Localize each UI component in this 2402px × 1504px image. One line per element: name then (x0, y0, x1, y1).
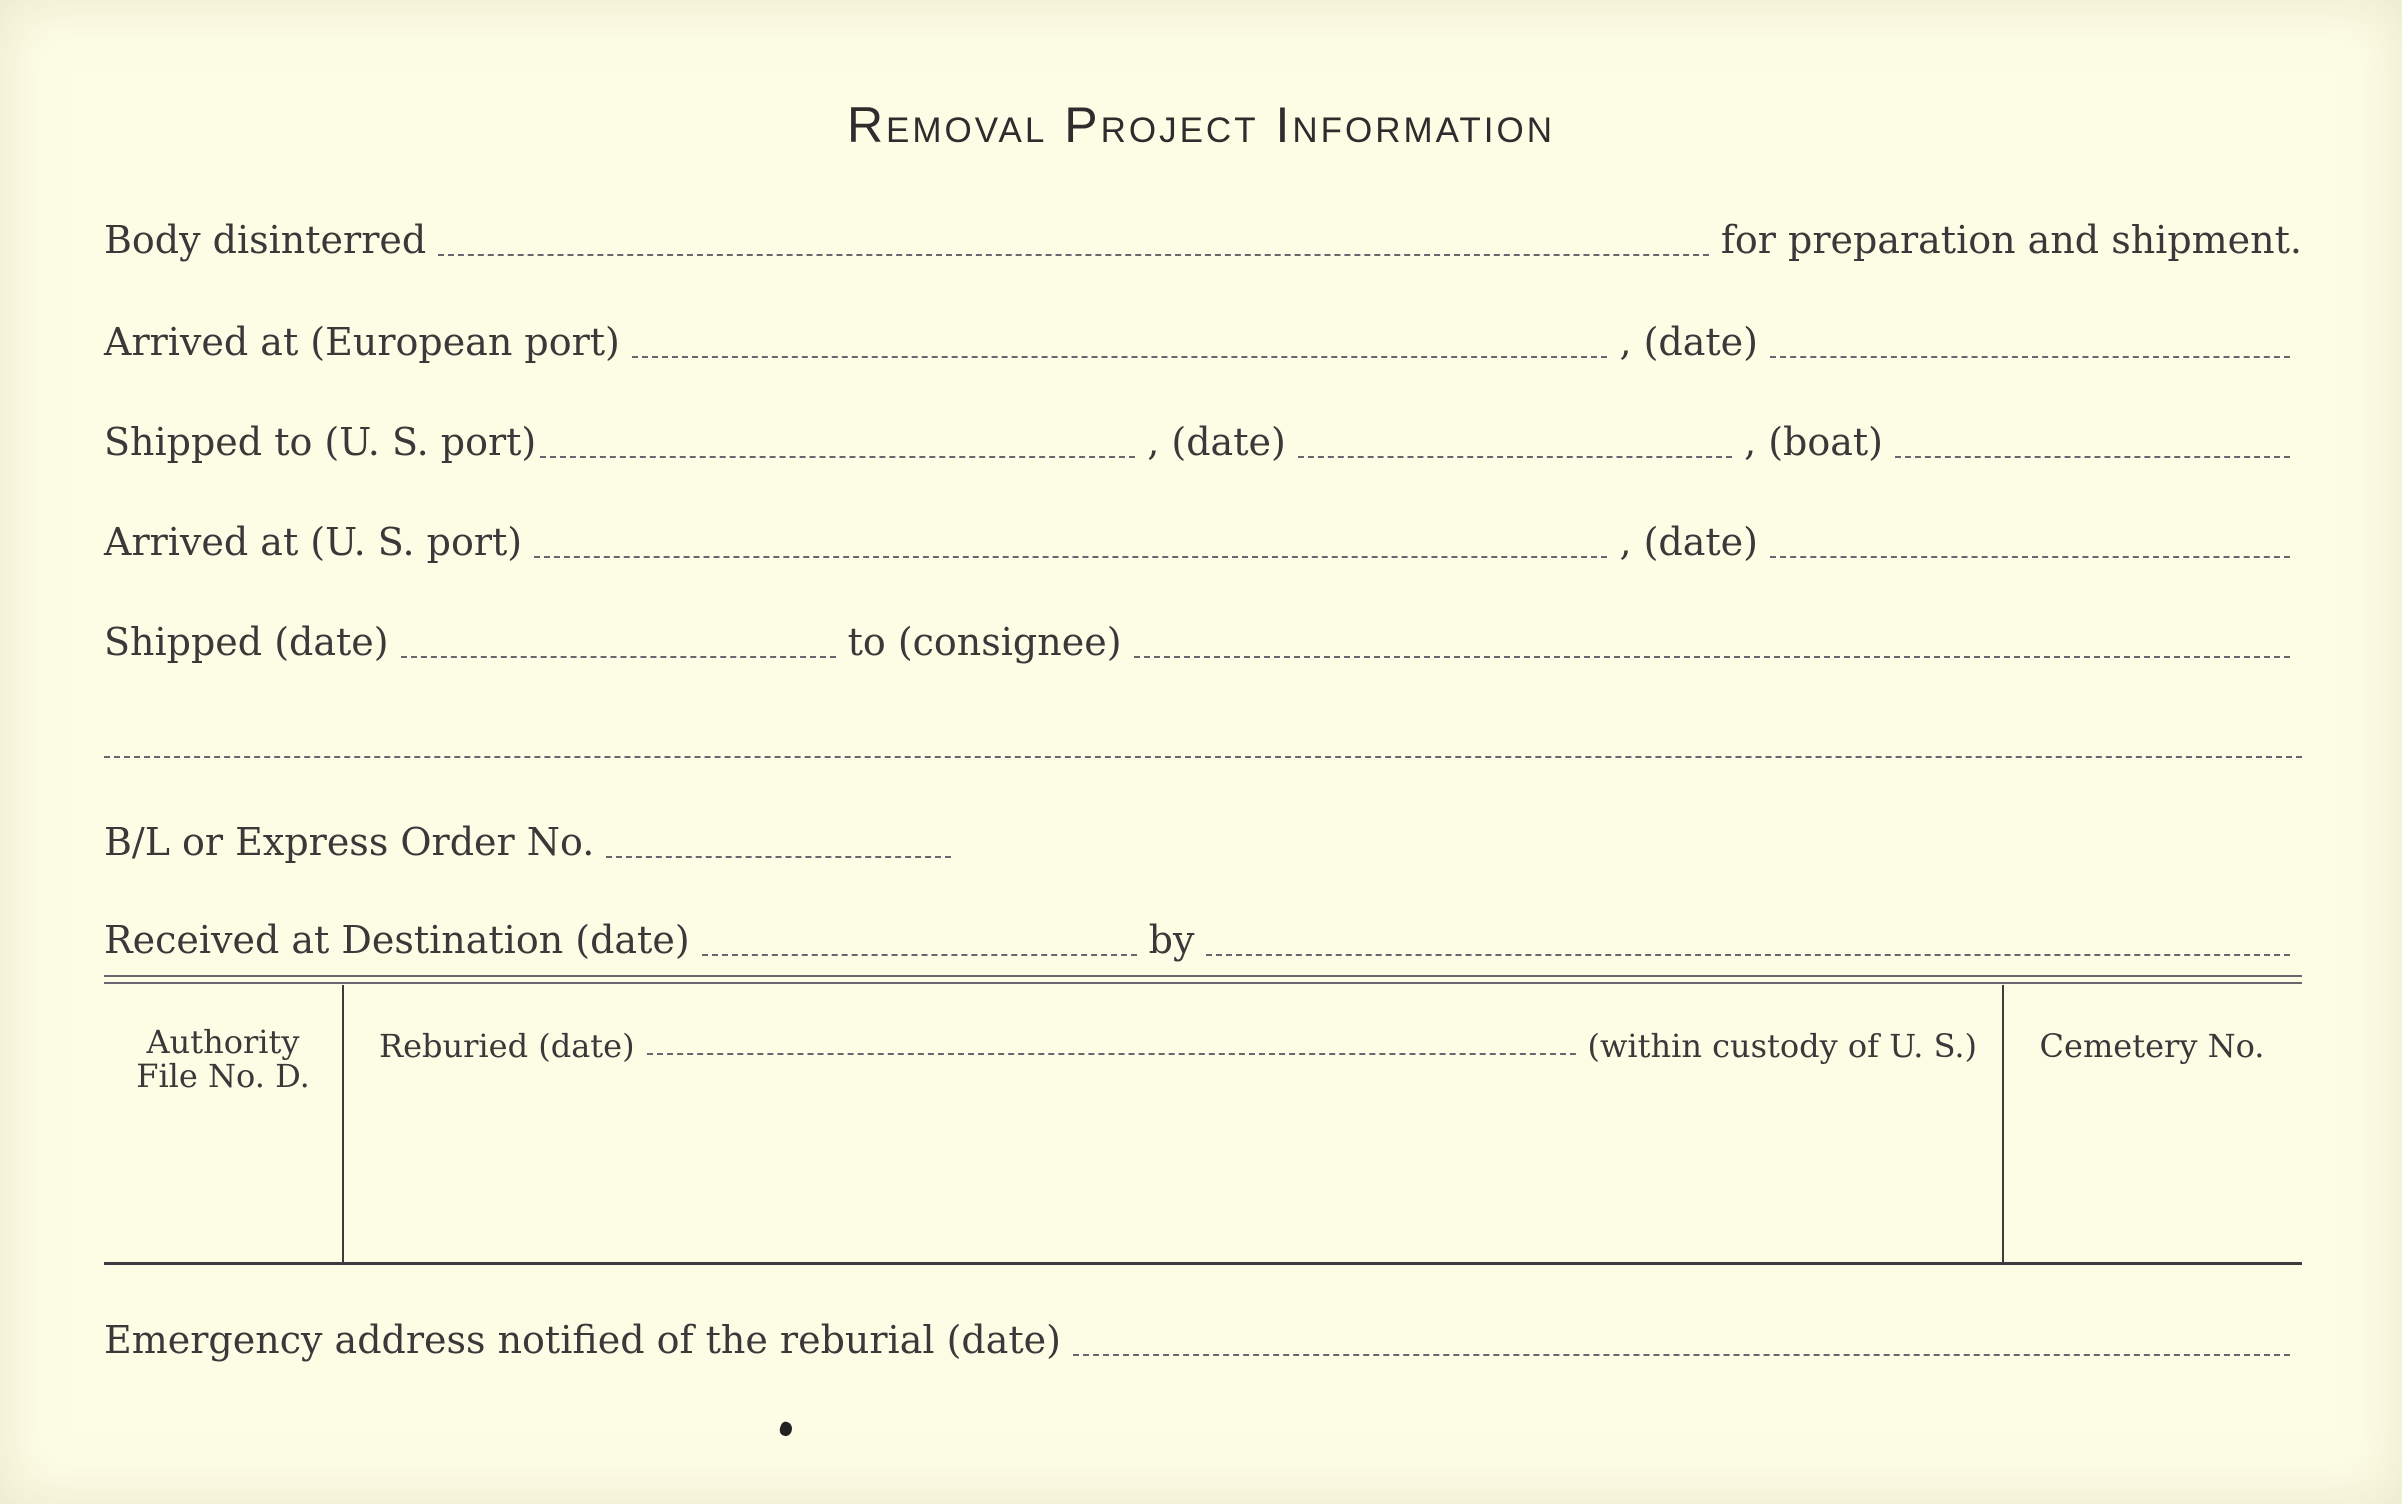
arrived-european-label: Arrived at (European port) (104, 320, 620, 364)
shipped-date-field[interactable] (401, 656, 836, 658)
arrived-us-label: Arrived at (U. S. port) (104, 520, 523, 564)
emergency-label: Emergency address notified of the reburial (date) (104, 1318, 1061, 1362)
custody-label: (within custody of U. S.) (1587, 1027, 1977, 1065)
row-arrived-european (104, 310, 2302, 370)
consignee-field[interactable] (1134, 656, 2290, 658)
row-arrived-us (104, 510, 2302, 570)
arrived-us-port-field[interactable] (534, 556, 1607, 558)
date-label: , (date) (1147, 420, 1286, 464)
consignee-label: to (consignee) (847, 620, 1122, 664)
european-port-field[interactable] (632, 356, 1608, 358)
row-consignee-continued (104, 710, 2302, 770)
authority-file-label (104, 1025, 342, 1093)
row-emergency (104, 1308, 2302, 1368)
body-disinterred-label: Body disinterred (104, 218, 427, 262)
page-title: Removal Project Information (846, 97, 1556, 153)
row-received (104, 908, 2302, 968)
preparation-shipment-label: for preparation and shipment. (1720, 218, 2302, 262)
boat-field[interactable] (1895, 456, 2290, 458)
european-date-field[interactable] (1770, 356, 2290, 358)
boat-label: , (boat) (1744, 420, 1883, 464)
row-bl-order (104, 810, 2302, 870)
date-label: , (date) (1619, 320, 1758, 364)
date-label: , (date) (1619, 520, 1758, 564)
ink-mark (778, 1420, 794, 1437)
row-shipped-us (104, 410, 2302, 470)
us-port-field[interactable] (540, 456, 1135, 458)
box-bottom-rule (104, 1262, 2302, 1265)
emergency-date-field[interactable] (1073, 1354, 2290, 1356)
column-divider (342, 985, 344, 1265)
bl-order-label: B/L or Express Order No. (104, 820, 595, 864)
row-body-disinterred (104, 208, 2302, 268)
received-date-field[interactable] (702, 954, 1137, 956)
reburial-details-area[interactable] (349, 1095, 1972, 1257)
by-label: by (1148, 918, 1195, 962)
row-shipped-date (104, 610, 2302, 670)
arrived-us-date-field[interactable] (1770, 556, 2290, 558)
cemetery-label: Cemetery No. (2039, 1027, 2265, 1065)
shipped-date-label: Shipped (date) (104, 620, 389, 664)
shipped-date-field[interactable] (1298, 456, 1732, 458)
received-label: Received at Destination (date) (104, 918, 690, 962)
file-no-label: File No. D. (136, 1057, 310, 1095)
reburial-box (104, 985, 2302, 1265)
consignee-continued-field[interactable] (104, 756, 2302, 758)
received-by-field[interactable] (1206, 954, 2290, 956)
reburied-label: Reburied (date) (379, 1027, 635, 1065)
reburied-row (379, 1027, 1977, 1065)
double-divider (104, 975, 2302, 984)
authority-label: Authority (146, 1023, 300, 1061)
bl-order-field[interactable] (606, 856, 951, 858)
authority-file-field[interactable] (108, 1095, 338, 1257)
reburied-date-field[interactable] (647, 1053, 1576, 1055)
body-disinterred-field[interactable] (438, 254, 1709, 256)
shipped-us-label: Shipped to (U. S. port) (104, 420, 537, 464)
cemetery-no-field[interactable] (2009, 1095, 2298, 1257)
